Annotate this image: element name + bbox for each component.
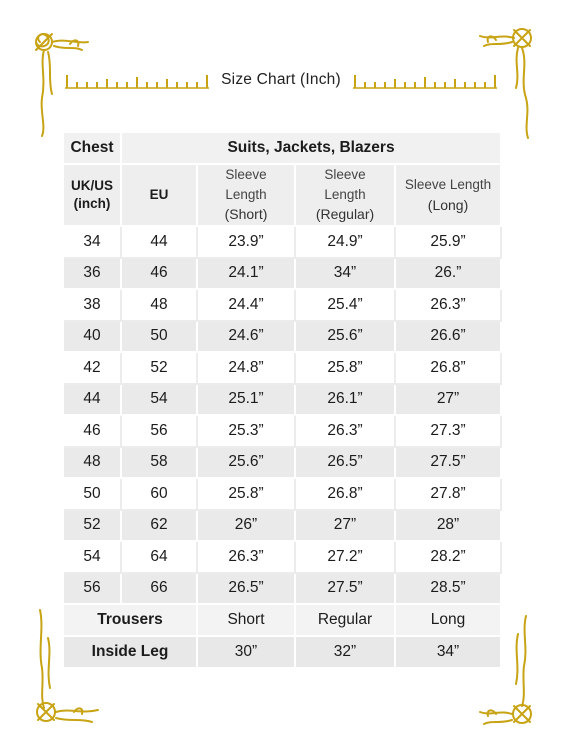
- table-subheader-row: [64, 165, 502, 227]
- inside-leg-row: [64, 637, 502, 669]
- cell-short: 24.8”: [198, 353, 296, 385]
- cell-eu: 66: [122, 574, 198, 606]
- table-row: [64, 227, 502, 259]
- inside-leg-long: 34”: [396, 637, 502, 669]
- cell-ukus: 44: [64, 385, 122, 417]
- table-row: [64, 416, 502, 448]
- cell-short: 26.5”: [198, 574, 296, 606]
- cell-long: 27.8”: [396, 479, 502, 511]
- cell-eu: 44: [122, 227, 198, 259]
- cell-ukus: 36: [64, 259, 122, 291]
- table-row: [64, 542, 502, 574]
- cell-regular: 27”: [296, 511, 396, 543]
- page-title: Size Chart (Inch): [221, 71, 341, 88]
- table-row: [64, 448, 502, 480]
- cell-ukus: 34: [64, 227, 122, 259]
- cell-eu: 56: [122, 416, 198, 448]
- cell-regular: 26.8”: [296, 479, 396, 511]
- cell-short: 25.8”: [198, 479, 296, 511]
- trousers-long: Long: [396, 605, 502, 637]
- col-header-sleeve-regular: Sleeve Length (Regular): [296, 165, 396, 227]
- cell-short: 24.4”: [198, 290, 296, 322]
- cell-short: 25.6”: [198, 448, 296, 480]
- cell-long: 28.5”: [396, 574, 502, 606]
- cell-short: 23.9”: [198, 227, 296, 259]
- cell-short: 26.3”: [198, 542, 296, 574]
- cell-regular: 26.3”: [296, 416, 396, 448]
- cell-ukus: 54: [64, 542, 122, 574]
- cell-long: 28.2”: [396, 542, 502, 574]
- cell-regular: 34”: [296, 259, 396, 291]
- inside-leg-label: Inside Leg: [64, 637, 198, 669]
- cell-long: 26.”: [396, 259, 502, 291]
- cell-ukus: 40: [64, 322, 122, 354]
- cell-eu: 62: [122, 511, 198, 543]
- trousers-row: [64, 605, 502, 637]
- cell-regular: 24.9”: [296, 227, 396, 259]
- cell-regular: 27.5”: [296, 574, 396, 606]
- ruler-right-icon: [351, 71, 499, 89]
- col-header-ukus: UK/US (inch): [64, 165, 122, 227]
- cell-short: 25.1”: [198, 385, 296, 417]
- title-row: [60, 66, 502, 94]
- cell-ukus: 48: [64, 448, 122, 480]
- size-chart-table: [64, 133, 502, 669]
- cell-eu: 64: [122, 542, 198, 574]
- cell-long: 27.3”: [396, 416, 502, 448]
- cell-eu: 58: [122, 448, 198, 480]
- cell-regular: 25.6”: [296, 322, 396, 354]
- table-row: [64, 511, 502, 543]
- col-header-eu: EU: [122, 165, 198, 227]
- cell-eu: 54: [122, 385, 198, 417]
- cell-short: 24.6”: [198, 322, 296, 354]
- col-header-sleeve-long: Sleeve Length (Long): [396, 165, 502, 227]
- table-row: [64, 259, 502, 291]
- trousers-regular: Regular: [296, 605, 396, 637]
- header-chest: Chest: [64, 133, 122, 165]
- cell-regular: 26.1”: [296, 385, 396, 417]
- cell-regular: 25.8”: [296, 353, 396, 385]
- cell-regular: 26.5”: [296, 448, 396, 480]
- table-row: [64, 322, 502, 354]
- cell-eu: 52: [122, 353, 198, 385]
- trousers-short: Short: [198, 605, 296, 637]
- inside-leg-regular: 32”: [296, 637, 396, 669]
- cell-ukus: 52: [64, 511, 122, 543]
- table-row: [64, 385, 502, 417]
- cell-eu: 50: [122, 322, 198, 354]
- cell-eu: 48: [122, 290, 198, 322]
- cell-long: 25.9”: [396, 227, 502, 259]
- cell-ukus: 56: [64, 574, 122, 606]
- header-category: Suits, Jackets, Blazers: [122, 133, 502, 165]
- table-row: [64, 290, 502, 322]
- cell-eu: 60: [122, 479, 198, 511]
- trousers-label: Trousers: [64, 605, 198, 637]
- cell-long: 27.5”: [396, 448, 502, 480]
- cell-short: 24.1”: [198, 259, 296, 291]
- cell-ukus: 42: [64, 353, 122, 385]
- table-header-row: [64, 133, 502, 165]
- cell-long: 28”: [396, 511, 502, 543]
- table-row: [64, 353, 502, 385]
- cell-regular: 27.2”: [296, 542, 396, 574]
- cell-ukus: 38: [64, 290, 122, 322]
- cell-short: 26”: [198, 511, 296, 543]
- cell-ukus: 46: [64, 416, 122, 448]
- col-header-sleeve-short: Sleeve Length (Short): [198, 165, 296, 227]
- cell-long: 26.6”: [396, 322, 502, 354]
- cell-long: 26.3”: [396, 290, 502, 322]
- cell-eu: 46: [122, 259, 198, 291]
- cell-long: 26.8”: [396, 353, 502, 385]
- cell-ukus: 50: [64, 479, 122, 511]
- ruler-left-icon: [63, 71, 211, 89]
- inside-leg-short: 30”: [198, 637, 296, 669]
- table-row: [64, 574, 502, 606]
- table-row: [64, 479, 502, 511]
- cell-regular: 25.4”: [296, 290, 396, 322]
- cell-long: 27”: [396, 385, 502, 417]
- cell-short: 25.3”: [198, 416, 296, 448]
